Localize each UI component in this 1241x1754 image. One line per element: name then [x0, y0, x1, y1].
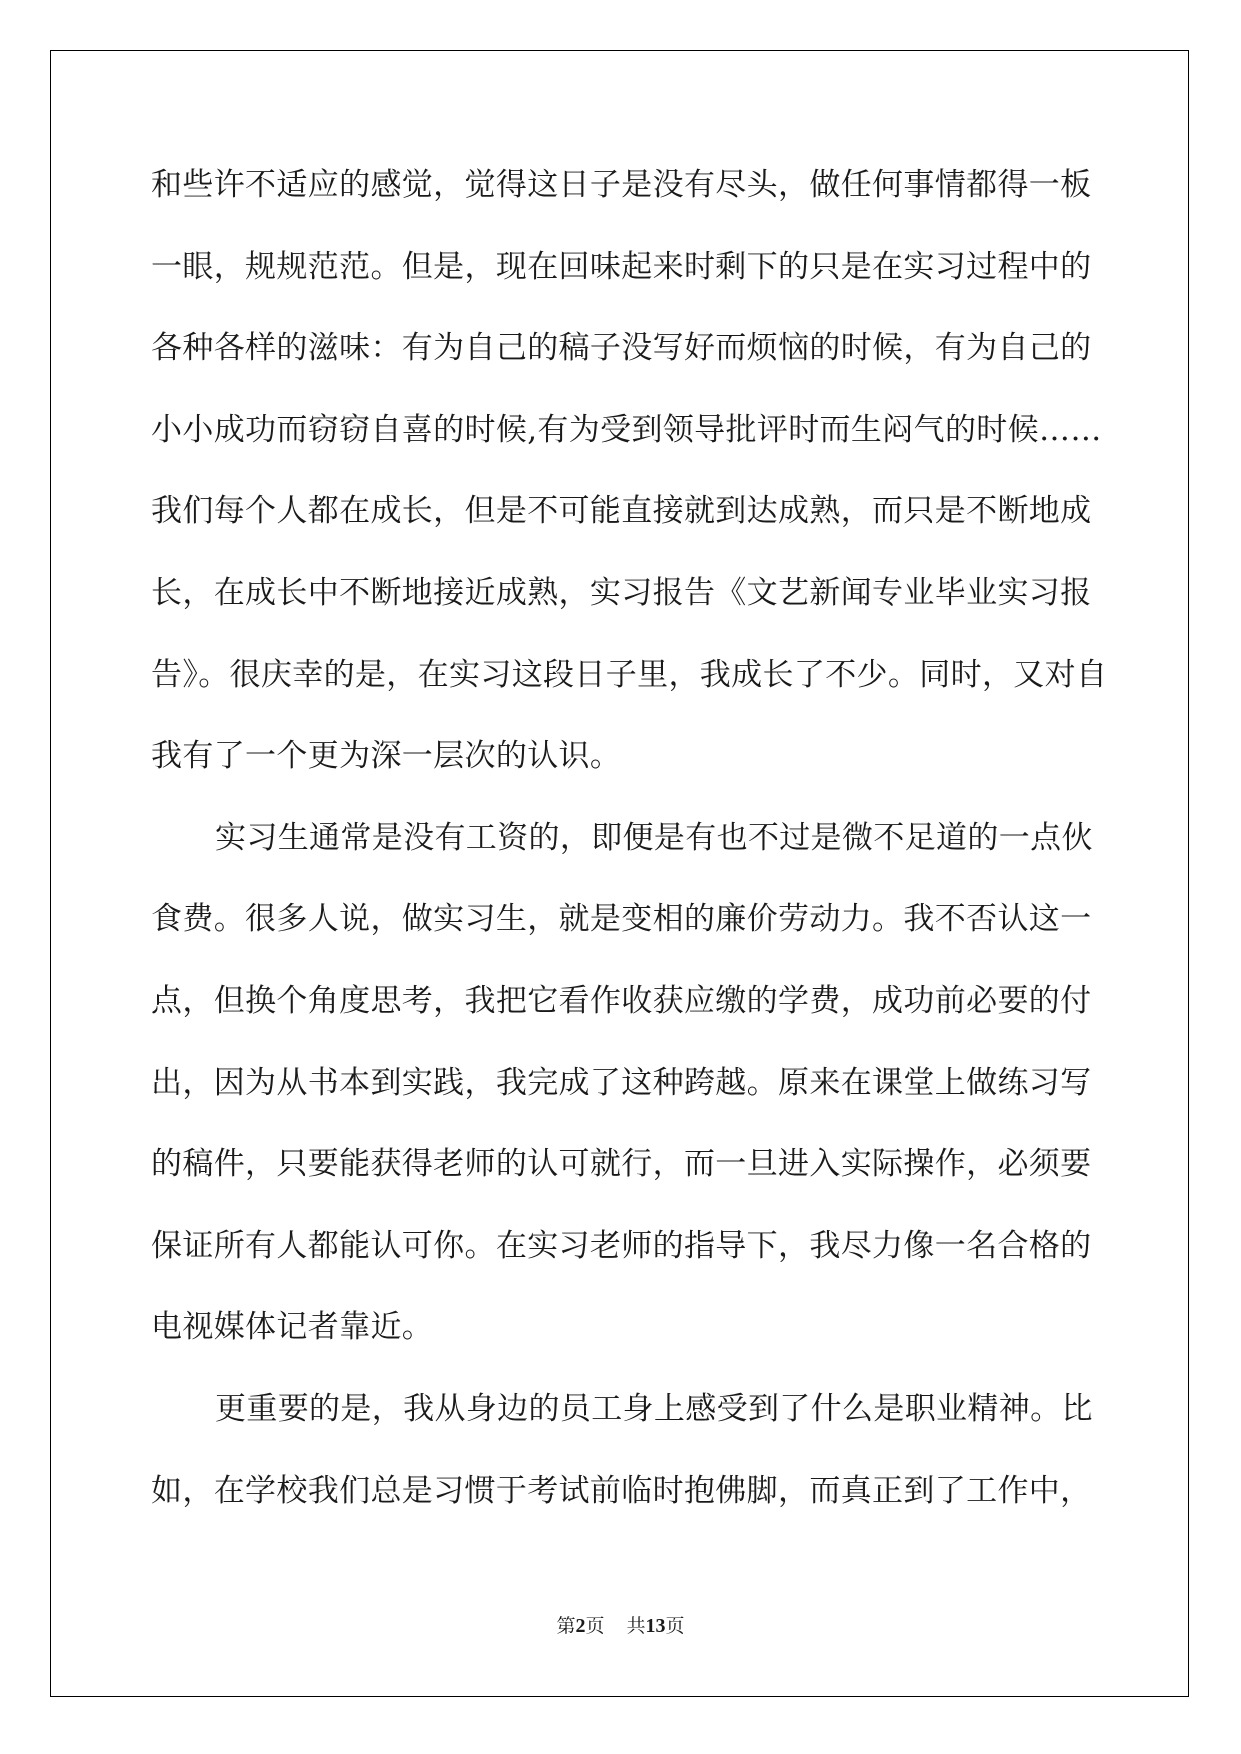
text-line: 点，但换个角度思考，我把它看作收获应缴的学费，成功前必要的付: [151, 982, 1092, 1019]
text-line: 各种各样的滋味：有为自己的稿子没写好而烦恼的时候，有为自己的: [151, 330, 1092, 367]
text-line: 长，在成长中不断地接近成熟，实习报告《文艺新闻专业毕业实习报: [151, 574, 1092, 611]
footer-total-prefix: 共: [626, 1615, 646, 1637]
text-line: 电视媒体记者靠近。: [151, 1309, 434, 1346]
footer-page-suffix: 页: [585, 1615, 605, 1637]
footer-page-prefix: 第: [556, 1615, 576, 1637]
text-line: 出，因为从书本到实践，我完成了这种跨越。原来在课堂上做练习写: [151, 1064, 1092, 1101]
footer-total-pages: 13: [645, 1615, 666, 1637]
text-line: 告》。很庆幸的是，在实习这段日子里，我成长了不少。同时，又对自: [151, 656, 1108, 693]
text-line: 更重要的是，我从身边的员工身上感受到了什么是职业精神。比: [215, 1390, 1093, 1427]
text-line: 我们每个人都在成长，但是不可能直接就到达成熟，而只是不断地成: [151, 493, 1092, 530]
text-line: 我有了一个更为深一层次的认识。: [151, 738, 622, 775]
page-footer: [0, 1611, 1241, 1638]
text-line: 的稿件，只要能获得老师的认可就行，而一旦进入实际操作，必须要: [151, 1146, 1092, 1183]
text-line: 实习生通常是没有工资的，即便是有也不过是微不足道的一点伙: [215, 819, 1093, 856]
text-line: 保证所有人都能认可你。在实习老师的指导下，我尽力像一名合格的: [151, 1227, 1092, 1264]
text-line: 如，在学校我们总是习惯于考试前临时抱佛脚，而真正到了工作中，: [151, 1472, 1092, 1509]
text-line: 食费。很多人说，做实习生，就是变相的廉价劳动力。我不否认这一: [151, 901, 1092, 938]
footer-page-number: 2: [575, 1615, 586, 1637]
text-line: 和些许不适应的感觉，觉得这日子是没有尽头，做任何事情都得一板: [151, 167, 1092, 203]
document-body: [151, 157, 1108, 1544]
text-line: 小小成功而窃窃自喜的时候,有为受到领导批评时而生闷气的时候……: [151, 411, 1102, 448]
text-line: 一眼，规规范范。但是，现在回味起来时剩下的只是在实习过程中的: [151, 248, 1092, 285]
footer-total-suffix: 页: [665, 1615, 685, 1637]
